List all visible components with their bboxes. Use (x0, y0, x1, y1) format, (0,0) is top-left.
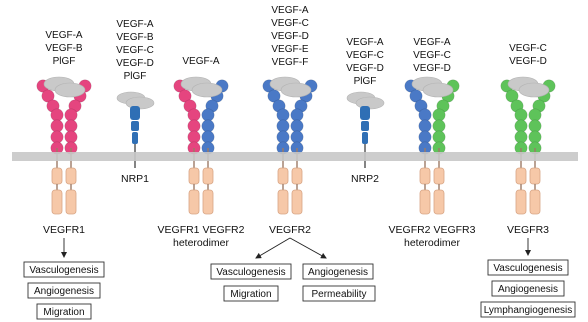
ligand-label: VEGF-D (346, 63, 384, 74)
arrow-vegfr2-left (256, 238, 290, 258)
vegfr1-vegfr2-right-kinase-domain (203, 190, 213, 214)
receptor-label-vegfr1: VEGFR1 (42, 224, 86, 236)
outcome-label: Angiogenesis (497, 284, 559, 295)
vegfr1-vegfr2-left-kinase-domain (189, 168, 199, 184)
ligand-label: VEGF-C (116, 45, 154, 56)
ligand-labels-vegfr2-vegfr3 (413, 37, 451, 74)
vegfr1-right-kinase-domain (66, 190, 76, 214)
vegfr2-vegfr3-left-kinase-domain (420, 168, 430, 184)
receptors (37, 77, 555, 214)
vegfr2-ligand-dimer (281, 83, 311, 97)
nrp1-domain (131, 121, 139, 131)
vegfr1-right-ig-domain (65, 120, 77, 132)
ligand-label: VEGF-C (271, 18, 309, 29)
ligand-labels-vegfr2 (271, 5, 309, 68)
vegfr2-left-ig-domain (277, 120, 289, 132)
outcome-label: Angiogenesis (33, 286, 95, 297)
vegfr2-vegfr3-right-kinase-domain (434, 168, 444, 184)
receptor-label-vegfr1-vegfr2: VEGFR1 VEGFR2 (157, 224, 245, 236)
vegfr2-right-ig-domain (291, 109, 303, 121)
vegfr2-vegfr3-ligand-dimer (423, 83, 453, 97)
outcome-label: Migration (43, 307, 85, 318)
ligand-label: VEGF-B (45, 43, 83, 54)
vegfr3-right-kinase-domain (530, 190, 540, 214)
ligand-labels-vegfr3 (509, 43, 547, 67)
vegfr2-vegfr3-left-ig-domain (419, 131, 431, 143)
vegfr1-left-ig-domain (51, 131, 63, 143)
outcome-box-vegfr3-lymphangiogenesis (481, 302, 575, 317)
ligand-labels-vegfr1-vegfr2 (182, 56, 220, 67)
nrp2-domain (362, 132, 368, 144)
ligand-label: VEGF-D (116, 58, 154, 69)
receptor-label-nrp2: NRP2 (350, 173, 380, 185)
vegfr2-left-kinase-domain (278, 190, 288, 214)
vegfr2-vegfr3-right-kinase-domain (434, 190, 444, 214)
vegfr2-right-kinase-domain (292, 190, 302, 214)
vegfr1-left-kinase-domain (52, 190, 62, 214)
vegfr2-right-ig-domain (291, 120, 303, 132)
vegfr1-right-ig-domain (65, 131, 77, 143)
vegfr3-left-ig-domain (515, 120, 527, 132)
vegfr1-right-kinase-domain (66, 168, 76, 184)
ligand-labels-nrp2 (346, 37, 384, 87)
ligand-label: VEGF-D (509, 56, 547, 67)
cell-membrane (12, 152, 578, 161)
vegfr2-vegfr3-left-kinase-domain (420, 190, 430, 214)
vegfr1-vegfr2-right-ig-domain (202, 131, 214, 143)
vegfr1-left-ig-domain (51, 120, 63, 132)
vegfr2-left-ig-domain (277, 131, 289, 143)
ligand-labels-nrp1 (116, 19, 154, 82)
outcome-box-vegfr1-vasculogenesis (24, 262, 104, 277)
receptor-label-vegfr3: VEGFR3 (506, 224, 550, 236)
vegfr1-vegfr2-left-ig-domain (188, 109, 200, 121)
outcome-box-vegfr2-migration (224, 286, 278, 301)
ligand-label: VEGF-A (413, 37, 451, 48)
vegfr3-left-ig-domain (515, 109, 527, 121)
nrp1-domain (130, 106, 140, 120)
vegfr1-left-ig-domain (51, 109, 63, 121)
vegfr1-ligand-dimer (55, 83, 85, 97)
nrp2-ligand (356, 97, 384, 109)
outcome-label: Permeability (311, 289, 367, 300)
nrp1-ligand (126, 97, 154, 109)
vegfr2-vegfr3-left-ig-domain (419, 109, 431, 121)
vegfr3-right-kinase-domain (530, 168, 540, 184)
receptor-label-vegfr2: VEGFR2 (268, 224, 312, 236)
outcome-label: Vasculogenesis (29, 265, 99, 276)
ligand-label: VEGF-D (271, 31, 309, 42)
vegfr2-vegfr3-right-ig-domain (433, 131, 445, 143)
vegfr1-right-ig-domain (65, 109, 77, 121)
vegfr2-vegfr3-left-ig-domain (419, 120, 431, 132)
ligand-label: VEGF-A (182, 56, 220, 67)
ligand-label: VEGF-C (413, 50, 451, 61)
vegfr2-vegfr3-right-ig-domain (433, 120, 445, 132)
ligand-labels-vegfr1 (45, 30, 83, 67)
outcome-box-vegfr1-angiogenesis (28, 283, 100, 298)
ligand-label: VEGF-C (509, 43, 547, 54)
vegfr1-vegfr2-ligand-dimer (192, 83, 222, 97)
outcome-box-vegfr1-migration (37, 304, 91, 319)
vegfr3-right-ig-domain (529, 131, 541, 143)
receptor-label-vegfr2-vegfr3: VEGFR2 VEGFR3 (388, 224, 476, 236)
ligand-label: PlGF (52, 56, 76, 67)
vegfr1-vegfr2-right-ig-domain (202, 109, 214, 121)
vegfr2-right-ig-domain (291, 131, 303, 143)
receptor-sublabel-vegfr1-vegfr2: heterodimer (172, 237, 230, 249)
vegfr3-right-ig-domain (529, 120, 541, 132)
vegfr1-vegfr2-left-kinase-domain (189, 190, 199, 214)
nrp1-domain (132, 132, 138, 144)
arrow-vegfr2-right (290, 238, 326, 258)
vegfr3-left-ig-domain (515, 131, 527, 143)
vegfr2-left-ig-domain (277, 109, 289, 121)
outcome-label: Vasculogenesis (493, 263, 563, 274)
vegfr1-vegfr2-right-ig-domain (202, 120, 214, 132)
nrp2-domain (361, 121, 369, 131)
receptor-label-nrp1: NRP1 (120, 173, 150, 185)
ligand-label: VEGF-C (346, 50, 384, 61)
vegfr1-vegfr2-right-kinase-domain (203, 168, 213, 184)
vegfr3-right-ig-domain (529, 109, 541, 121)
ligand-label: VEGF-A (346, 37, 384, 48)
ligand-label: VEGF-A (271, 5, 309, 16)
vegfr2-left-kinase-domain (278, 168, 288, 184)
vegfr3-left-kinase-domain (516, 190, 526, 214)
nrp2-domain (360, 106, 370, 120)
outcome-label: Vasculogenesis (216, 267, 286, 278)
outcome-label: Migration (230, 289, 272, 300)
outcome-box-vegfr3-angiogenesis (492, 281, 564, 296)
outcome-box-vegfr3-vasculogenesis (488, 260, 568, 275)
vegfr3-ligand-dimer (519, 83, 549, 97)
outcome-box-vegfr2-vasculogenesis (211, 264, 291, 279)
outcome-box-vegfr2-permeability (303, 286, 375, 301)
vegfr3-left-kinase-domain (516, 168, 526, 184)
outcome-label: Angiogenesis (307, 267, 369, 278)
ligand-label: VEGF-A (45, 30, 83, 41)
outcome-box-vegfr2-angiogenesis (303, 264, 373, 279)
ligand-label: VEGF-A (116, 19, 154, 30)
vegfr1-vegfr2-left-ig-domain (188, 120, 200, 132)
ligand-label: VEGF-D (413, 63, 451, 74)
vegfr1-left-kinase-domain (52, 168, 62, 184)
ligand-label: VEGF-B (116, 32, 154, 43)
ligand-label: PlGF (353, 76, 377, 87)
ligand-label: PlGF (123, 71, 147, 82)
receptor-sublabel-vegfr2-vegfr3: heterodimer (403, 237, 461, 249)
ligand-label: VEGF-E (271, 44, 309, 55)
vegfr2-right-kinase-domain (292, 168, 302, 184)
outcome-label: Lymphangiogenesis (483, 305, 573, 316)
vegfr1-vegfr2-left-ig-domain (188, 131, 200, 143)
ligand-label: VEGF-F (271, 57, 309, 68)
vegfr2-vegfr3-right-ig-domain (433, 109, 445, 121)
